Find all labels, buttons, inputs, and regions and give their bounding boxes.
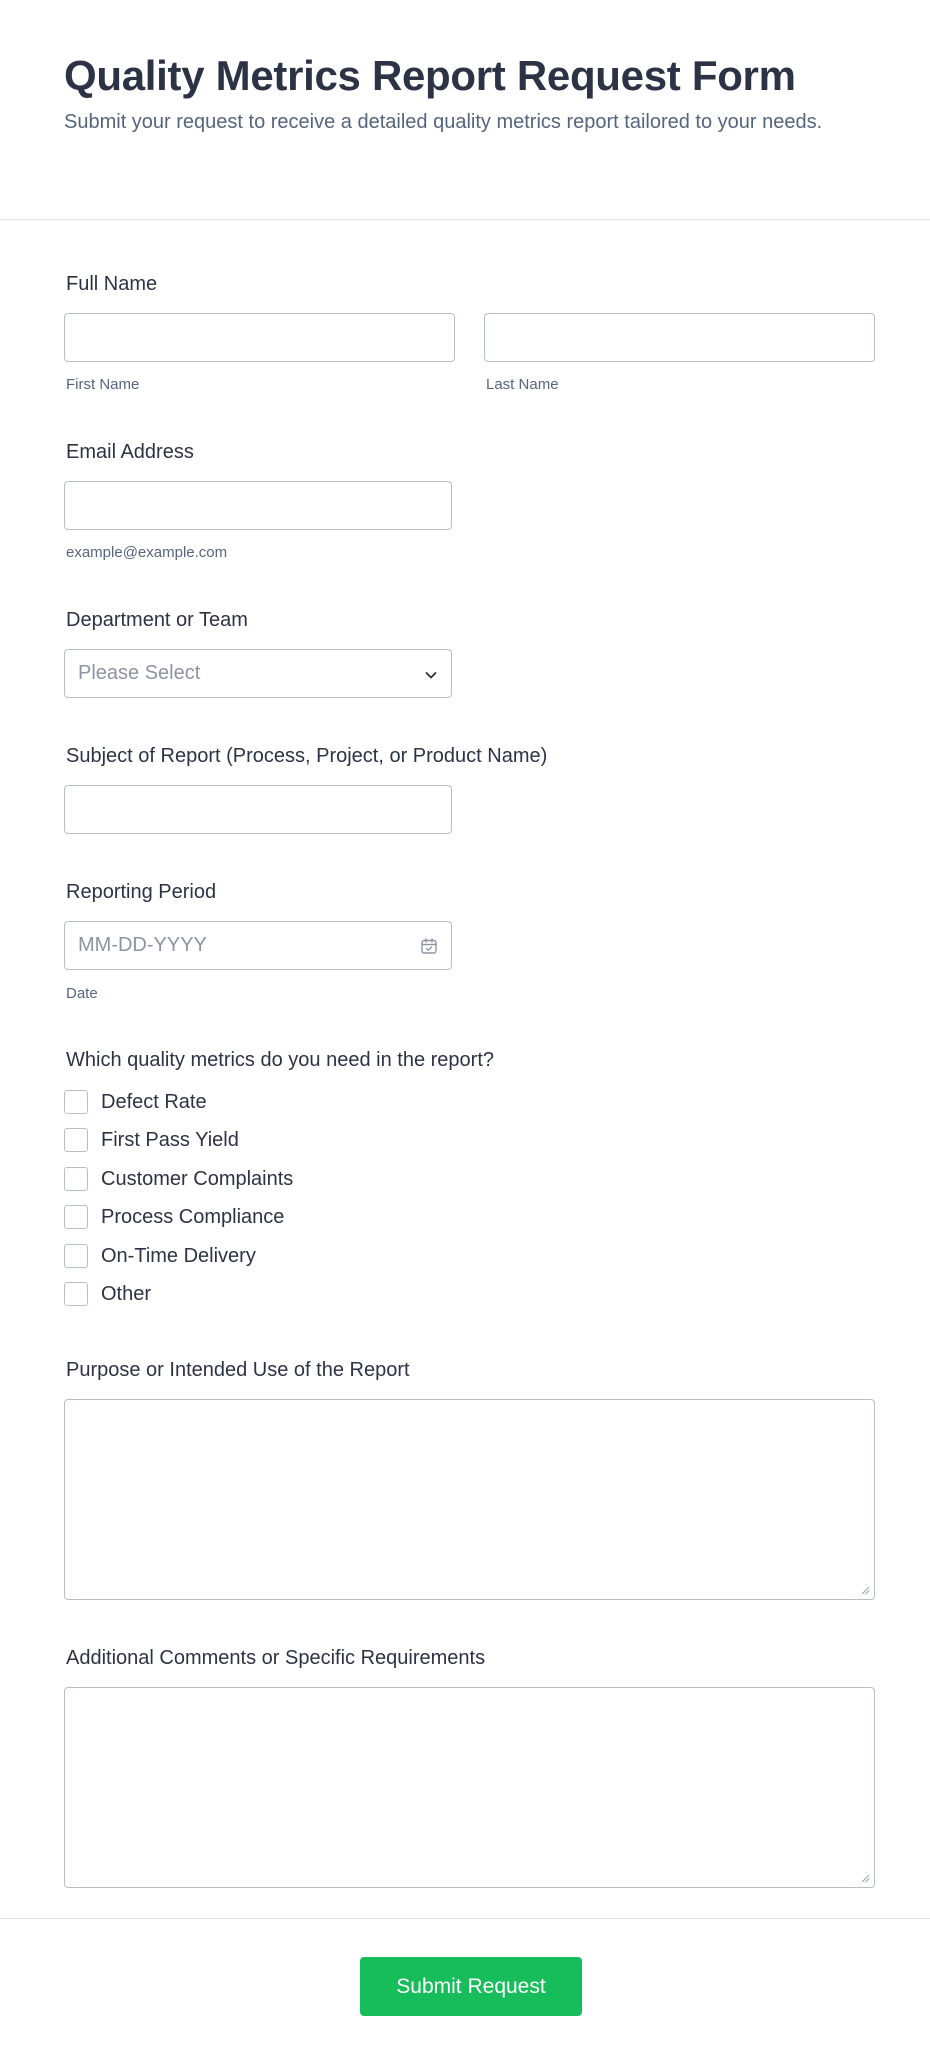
- email-sublabel: example@example.com: [66, 544, 228, 561]
- last-name-input[interactable]: [484, 313, 875, 362]
- page-subtitle: Submit your request to receive a detailed quality metrics report tailored to your needs.: [64, 111, 823, 133]
- checkbox[interactable]: [64, 1282, 88, 1306]
- date-placeholder: MM-DD-YYYY: [78, 934, 207, 956]
- submit-button[interactable]: Submit Request: [360, 1957, 582, 2016]
- page-title: Quality Metrics Report Request Form: [64, 52, 796, 99]
- first-name-input[interactable]: [64, 313, 455, 362]
- chevron-down-icon: [423, 667, 439, 683]
- department-placeholder: Please Select: [78, 662, 201, 684]
- checkbox-label[interactable]: Other: [101, 1283, 152, 1305]
- comments-label: Additional Comments or Specific Requirements: [66, 1647, 486, 1669]
- email-field[interactable]: [64, 481, 452, 530]
- checkbox[interactable]: [64, 1090, 88, 1114]
- first-name-sublabel: First Name: [66, 376, 140, 393]
- metrics-label: Which quality metrics do you need in the report?: [66, 1049, 494, 1071]
- resize-handle-icon[interactable]: [860, 1873, 870, 1883]
- department-label: Department or Team: [66, 609, 248, 631]
- date-sublabel: Date: [66, 985, 98, 1002]
- checkbox-label[interactable]: Customer Complaints: [101, 1168, 294, 1190]
- reporting-period-date-input[interactable]: [64, 921, 452, 970]
- checkbox[interactable]: [64, 1167, 88, 1191]
- subject-input[interactable]: [64, 785, 452, 834]
- calendar-icon[interactable]: [420, 937, 438, 955]
- subject-label: Subject of Report (Process, Project, or Product Name): [66, 745, 548, 767]
- reporting-period-label: Reporting Period: [66, 881, 217, 903]
- checkbox-label[interactable]: Process Compliance: [101, 1206, 285, 1228]
- checkbox-label[interactable]: Defect Rate: [101, 1091, 207, 1113]
- checkbox-label[interactable]: On-Time Delivery: [101, 1245, 256, 1267]
- purpose-label: Purpose or Intended Use of the Report: [66, 1359, 410, 1381]
- comments-textarea[interactable]: [64, 1687, 875, 1888]
- checkbox[interactable]: [64, 1205, 88, 1229]
- department-select[interactable]: [64, 649, 452, 698]
- full-name-label: Full Name: [66, 273, 158, 295]
- purpose-textarea[interactable]: [64, 1399, 875, 1600]
- last-name-sublabel: Last Name: [486, 376, 559, 393]
- email-label: Email Address: [66, 441, 194, 463]
- checkbox-label[interactable]: First Pass Yield: [101, 1129, 239, 1151]
- resize-handle-icon[interactable]: [860, 1585, 870, 1595]
- form-header: [0, 0, 930, 220]
- footer-divider: [0, 1918, 930, 1919]
- checkbox[interactable]: [64, 1128, 88, 1152]
- checkbox[interactable]: [64, 1244, 88, 1268]
